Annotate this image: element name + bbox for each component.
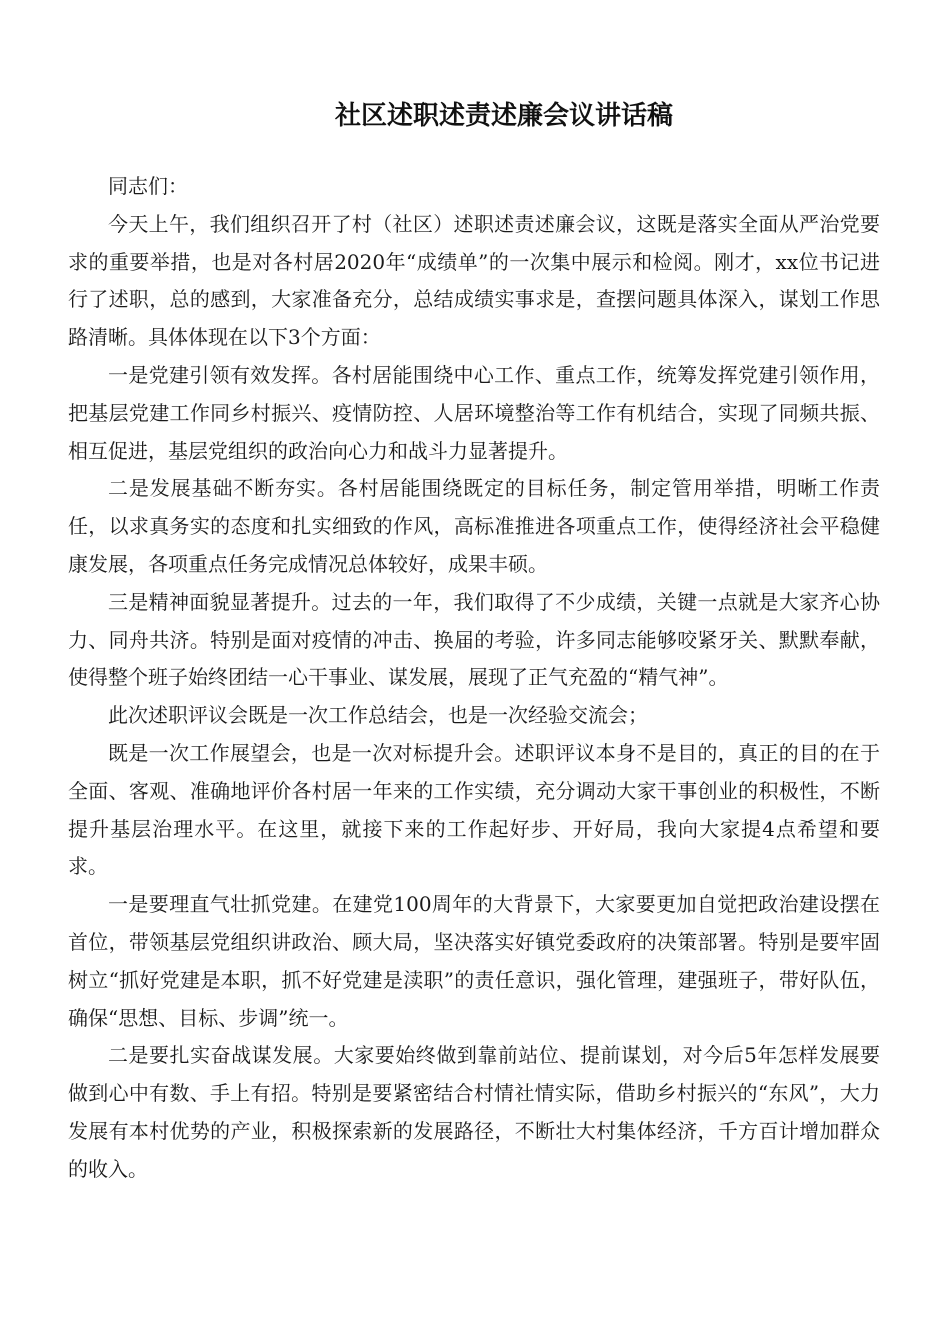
paragraph-opening: 今天上午，我们组织召开了村（社区）述职述责述廉会议，这既是落实全面从严治党要求的重要举措，也是对各村居2020年“成绩单”的一次集中展示和检阅。刚才，xx位书记进行了述职，总的感到，大家准备充分，总结成绩实事求是，查摆问题具体深入，谋划工作思路清晰。具体体现在以下3个方面： — [68, 211, 880, 350]
paragraph-meeting-outlook: 既是一次工作展望会，也是一次对标提升会。述职评议本身不是目的，真正的目的在于全面、客观、准确地评价各村居一年来的工作实绩，充分调动大家干事创业的积极性，不断提升基层治理水平。在这里，就接下来的工作起好步、开好局，我向大家提4点希望和要求。 — [68, 740, 880, 879]
paragraph-salutation: 同志们： — [108, 174, 188, 198]
paragraph-requirement-2: 二是要扎实奋战谋发展。大家要始终做到靠前站位、提前谋划，对今后5年怎样发展要做到心中有数、手上有招。特别是要紧密结合村情社情实际，借助乡村振兴的“东风”，大力发展有本村优势的产业，积极探索新的发展路径，不断壮大村集体经济，千方百计增加群众的收入。 — [68, 1043, 880, 1181]
document-title: 社区述职述责述廉会议讲话稿 — [334, 101, 673, 131]
paragraph-point-1: 一是党建引领有效发挥。各村居能围绕中心工作、重点工作，统筹发挥党建引领作用，把基层党建工作同乡村振兴、疫情防控、人居环境整治等工作有机结合，实现了同频共振、相互促进，基层党组织的政治向心力和战斗力显著提升。 — [68, 362, 880, 463]
paragraph-point-3: 三是精神面貌显著提升。过去的一年，我们取得了不少成绩，关键一点就是大家齐心协力、同舟共济。特别是面对疫情的冲击、换届的考验，许多同志能够咬紧牙关、默默奉献，使得整个班子始终团结一心干事业、谋发展，展现了正气充盈的“精气神”。 — [68, 589, 880, 690]
document-body — [68, 168, 880, 1189]
paragraph-meeting-summary: 此次述职评议会既是一次工作总结会，也是一次经验交流会； — [108, 703, 648, 728]
paragraph-point-2: 二是发展基础不断夯实。各村居能围绕既定的目标任务，制定管用举措，明晰工作责任，以求真务实的态度和扎实细致的作风，高标准推进各项重点工作，使得经济社会平稳健康发展，各项重点任务完成情况总体较好，成果丰硕。 — [68, 476, 880, 576]
paragraph-requirement-1: 一是要理直气壮抓党建。在建党100周年的大背景下，大家要更加自觉把政治建设摆在首位，带领基层党组织讲政治、顾大局，坚决落实好镇党委政府的决策部署。特别是要牢固树立“抓好党建是本职，抓不好党建是渎职”的责任意识，强化管理，建强班子，带好队伍，确保“思想、目标、步调”统一。 — [68, 892, 880, 1030]
